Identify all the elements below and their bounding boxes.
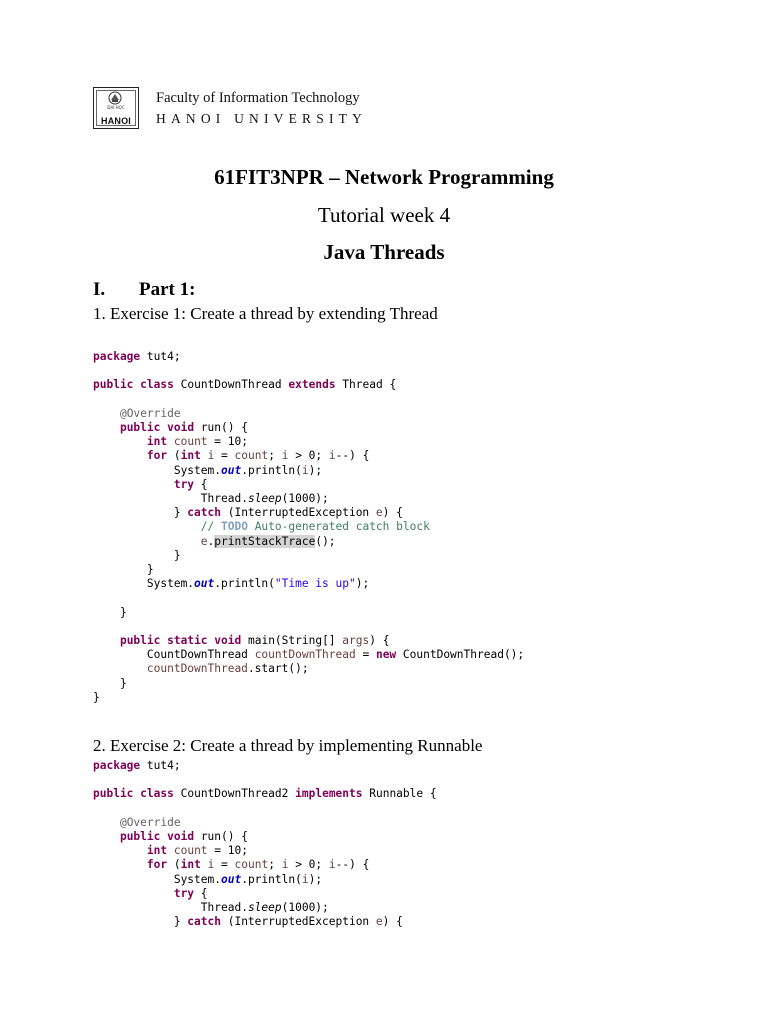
exercise-1-heading: 1. Exercise 1: Create a thread by extending Thread (93, 304, 438, 323)
code-block-exercise-2: package tut4; public class CountDownThread2 implements Runnable { @Override public void run() { int count = 10; for (int i = count; i > 0; i--) { System.out.println(i); try { Thread.sleep(1000); } catch (InterruptedException e) { (93, 759, 437, 929)
code-block-exercise-1: package tut4; public class CountDownThread extends Thread { @Override public void run() { int count = 10; for (int i = count; i > 0; i--) { System.out.println(i); try { Thread.sleep(1000); } catch (InterruptedException e) { // TODO Auto-generated catch block e.printStackTrace(); } } System.out.println("Time is up"); } public static void main(String[] args) { CountDownThread countDownThread = new CountDownThread(); countDownThread.start(); } } (93, 350, 525, 704)
course-title: 61FIT3NPR – Network Programming (214, 165, 554, 189)
tutorial-week: Tutorial week 4 (317, 203, 451, 227)
part-number: I. (93, 279, 106, 300)
exercise-2-heading: 2. Exercise 2: Create a thread by implementing Runnable (93, 736, 483, 755)
logo-small-text: ĐẠI HỌC (107, 105, 125, 110)
faculty-name: Faculty of Information Technology (156, 90, 360, 106)
university-emblem-icon (106, 91, 124, 105)
university-logo (93, 87, 139, 129)
topic-title: Java Threads (323, 240, 445, 264)
university-name: HANOI UNIVERSITY (156, 111, 368, 126)
logo-word: HANOI (101, 116, 131, 126)
part-title: Part 1: (139, 279, 196, 300)
